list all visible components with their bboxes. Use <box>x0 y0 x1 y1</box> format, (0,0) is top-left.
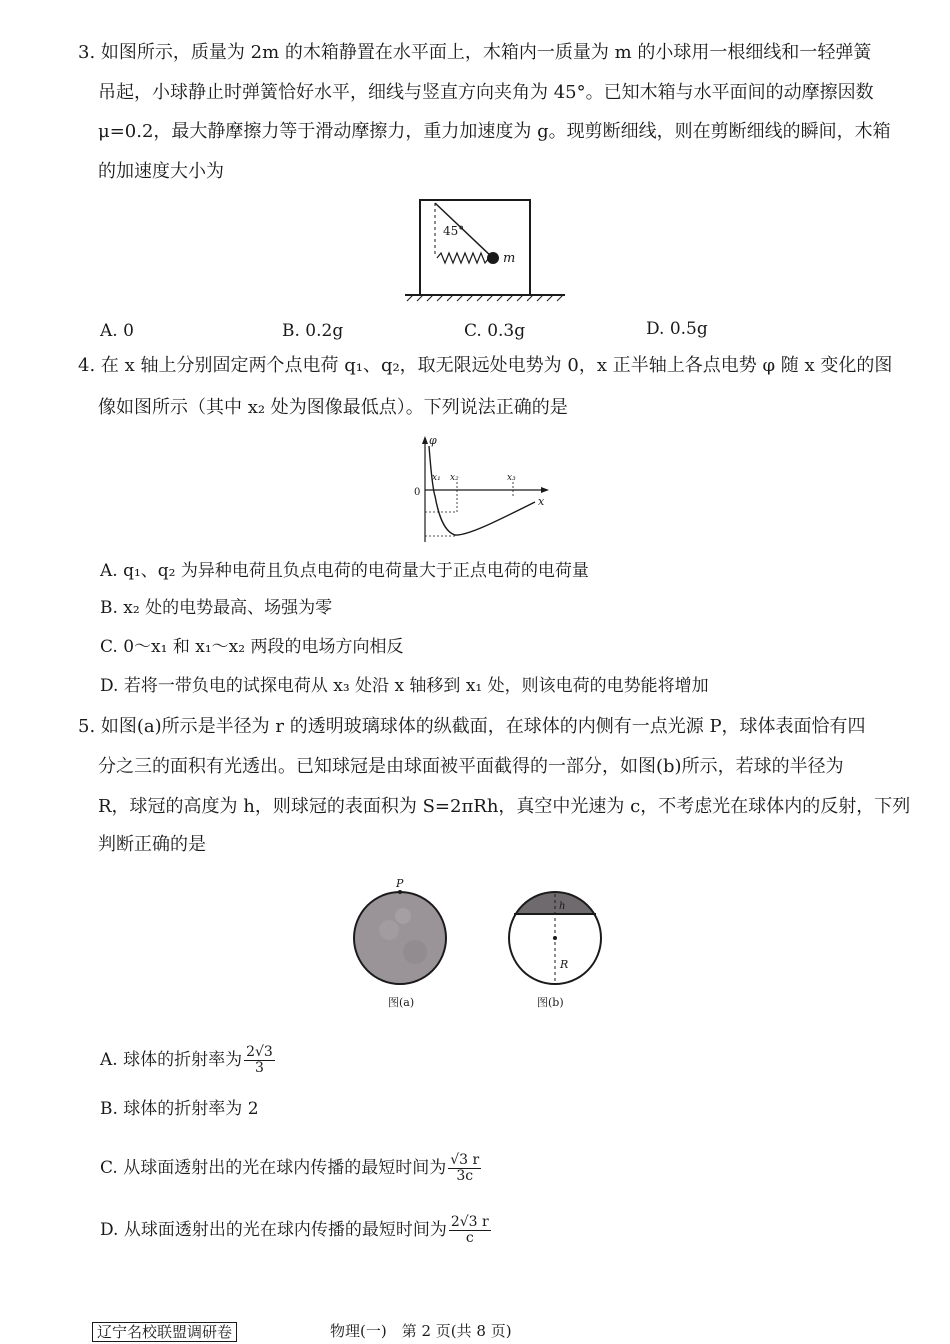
phi-axis-arrow <box>422 436 428 444</box>
q5-option-a-denominator: 3 <box>255 1060 264 1076</box>
q5-option-d-text: D. 从球面透射出的光在球内传播的最短时间为 <box>100 1220 447 1240</box>
q5-figure-b <box>500 872 610 1017</box>
q5-option-d-numerator: 2√3 r <box>450 1214 489 1230</box>
q5-line-1: 5. 如图(a)所示是半径为 r 的透明玻璃球体的纵截面，在球体的内侧有一点光源 P，球体表面恰有四 <box>78 716 866 737</box>
fig-a-caption: 图(a) <box>388 996 415 1009</box>
q5-option-d-fraction <box>449 1215 491 1246</box>
spring <box>437 253 489 263</box>
fig-b-caption: 图(b) <box>537 996 564 1009</box>
origin-label: 0 <box>414 487 421 498</box>
q3-line-3: μ=0.2，最大静摩擦力等于滑动摩擦力，重力加速度为 g。现剪断细线，则在剪断细线的瞬间，木箱 <box>98 121 891 142</box>
glass-sphere-cross-section <box>354 892 446 984</box>
q5-line-3: R，球冠的高度为 h，则球冠的表面积为 S=2πRh，真空中光速为 c，不考虑光在球体内的反射，下列 <box>98 796 911 817</box>
q5-figure-a <box>345 872 455 1017</box>
point-p-label: P <box>396 877 404 890</box>
q5-option-c <box>100 1153 481 1184</box>
q4-option-a: A. q₁、q₂ 为异种电荷且负点电荷的电荷量大于正点电荷的电荷量 <box>100 561 589 581</box>
q4-line-1: 4. 在 x 轴上分别固定两个点电荷 q₁、q₂，取无限远处电势为 0，x 正半轴上各点电势 φ 随 x 变化的图 <box>78 355 893 376</box>
q3-box-figure <box>395 195 575 305</box>
h-label: h <box>559 901 566 912</box>
q4-option-d: D. 若将一带负电的试探电荷从 x₃ 处沿 x 轴移到 x₁ 处，则该电荷的电势能将增加 <box>100 676 709 696</box>
q5-option-a-fraction <box>244 1045 275 1076</box>
q4-potential-graph <box>405 432 560 547</box>
q5-option-a-text: A. 球体的折射率为 <box>100 1050 243 1070</box>
x1-label: x₁ <box>432 473 441 483</box>
mass-label: m <box>503 251 516 266</box>
footer-page-number: 物理(一) 第 2 页(共 8 页) <box>330 1322 512 1340</box>
q5-option-a-numerator: 2√3 <box>246 1044 273 1060</box>
q5-option-d-denominator: c <box>465 1230 474 1246</box>
r-label: R <box>560 958 569 971</box>
x-label: x <box>538 495 545 508</box>
q5-option-b: B. 球体的折射率为 2 <box>100 1099 259 1119</box>
q3-option-b: B. 0.2g <box>282 321 344 341</box>
phi-label: φ <box>429 434 437 447</box>
q5-line-4: 判断正确的是 <box>98 834 206 855</box>
q4-option-b: B. x₂ 处的电势最高、场强为零 <box>100 598 333 618</box>
q5-option-c-text: C. 从球面透射出的光在球内传播的最短时间为 <box>100 1158 447 1178</box>
q3-option-a: A. 0 <box>100 321 134 341</box>
q5-option-d <box>100 1215 491 1246</box>
ball <box>487 252 499 264</box>
wooden-box <box>420 200 530 295</box>
q5-option-c-numerator: √3 r <box>450 1152 480 1168</box>
q5-line-2: 分之三的面积有光透出。已知球冠是由球面被平面截得的一部分，如图(b)所示，若球的半径为 <box>98 756 844 777</box>
sphere-center <box>553 936 557 940</box>
x-axis-arrow <box>541 487 549 493</box>
q3-option-c: C. 0.3g <box>464 321 526 341</box>
q3-line-1: 3. 如图所示，质量为 2m 的木箱静置在水平面上，木箱内一质量为 m 的小球用一根细线和一轻弹簧 <box>78 42 872 63</box>
q5-option-c-fraction <box>448 1153 481 1184</box>
light-source-point <box>398 890 402 894</box>
q5-option-a <box>100 1045 275 1076</box>
x3-label: x₃ <box>507 473 516 483</box>
x2-label: x₂ <box>450 473 459 483</box>
q3-line-4: 的加速度大小为 <box>98 161 224 182</box>
q4-line-2: 像如图所示（其中 x₂ 处为图像最低点）。下列说法正确的是 <box>98 397 568 418</box>
q3-line-2: 吊起，小球静止时弹簧恰好水平，细线与竖直方向夹角为 45°。已知木箱与水平面间的动摩擦因数 <box>98 82 874 103</box>
q4-option-c: C. 0～x₁ 和 x₁～x₂ 两段的电场方向相反 <box>100 637 404 657</box>
q5-option-c-denominator: 3c <box>456 1168 474 1184</box>
angle-label: 45° <box>443 224 465 238</box>
footer-exam-name: 辽宁名校联盟调研卷 <box>92 1322 237 1342</box>
q3-option-d: D. 0.5g <box>646 319 708 339</box>
